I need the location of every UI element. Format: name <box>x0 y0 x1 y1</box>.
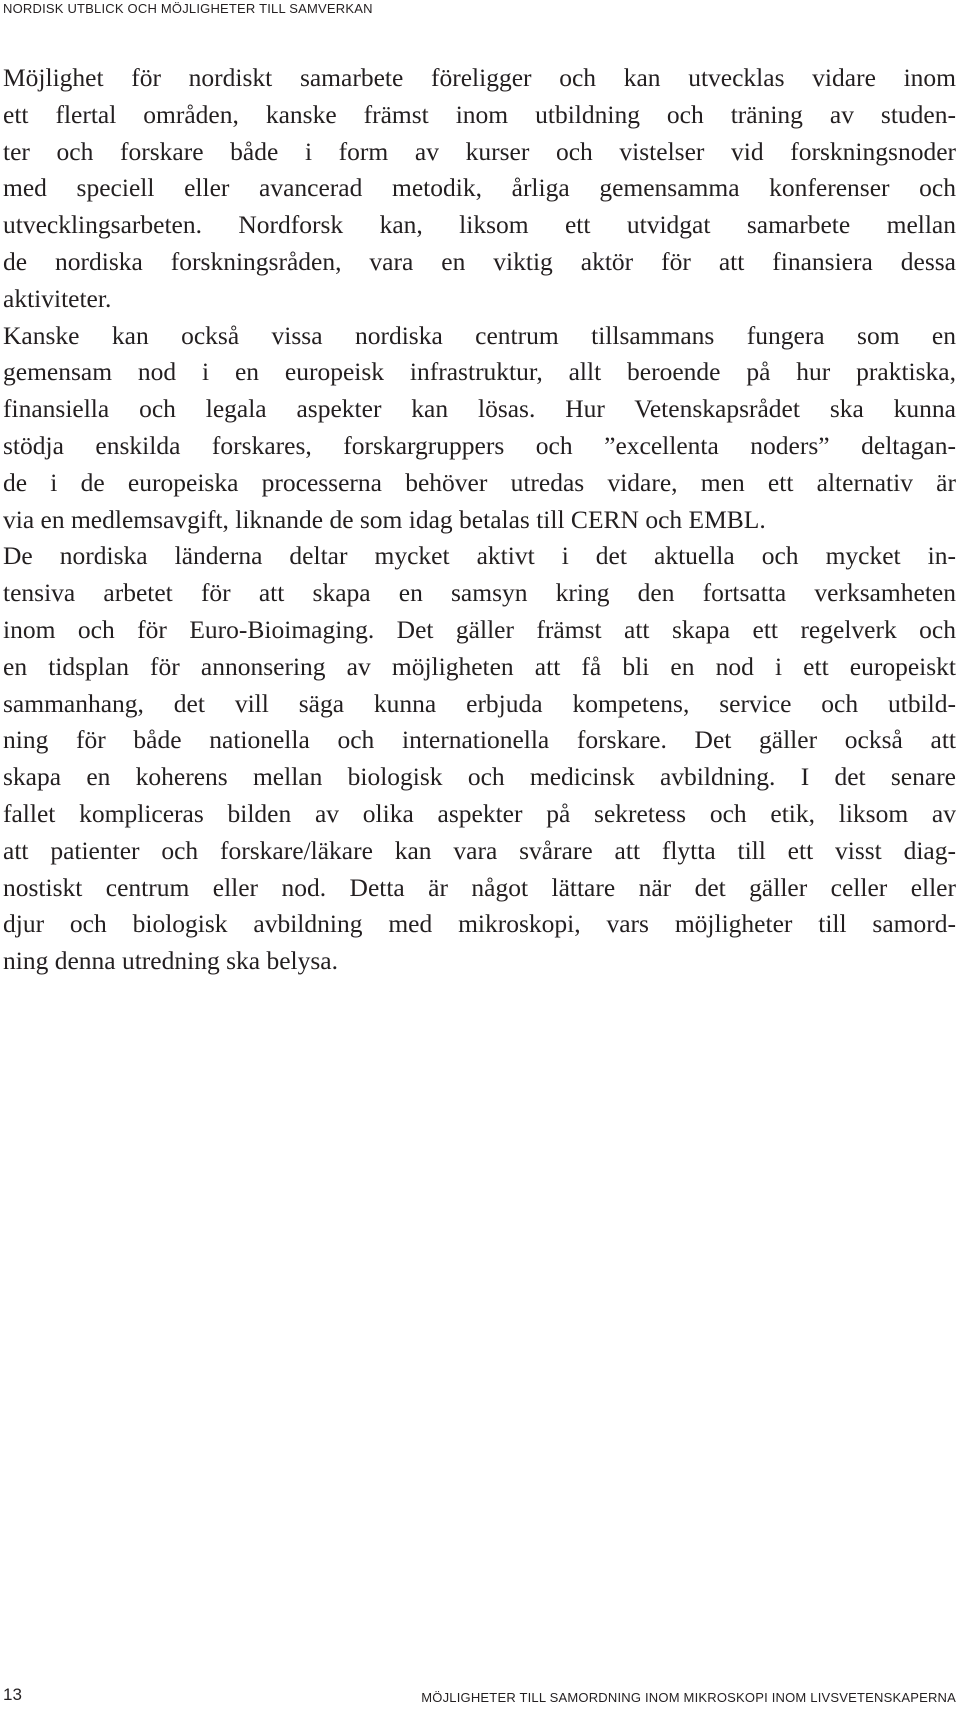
text-line: ning för både nationella och internationella forskare. Det gäller också att <box>3 725 956 755</box>
text-line: en tidsplan för annonsering av möjligheten att få bli en nod i ett europeiskt <box>3 651 956 681</box>
text-line: aktiviteter. <box>3 283 112 313</box>
running-footer: MÖJLIGHETER TILL SAMORDNING INOM MIKROSKOPI INOM LIVSVETENSKAPERNA <box>421 1690 956 1705</box>
text-line: med speciell eller avancerad metodik, årliga gemensamma konferenser och <box>3 173 956 203</box>
page-number: 13 <box>3 1685 22 1704</box>
text-line: tensiva arbetet för att skapa en samsyn kring den fortsatta verksamheten <box>3 578 956 608</box>
text-line: De nordiska länderna deltar mycket aktivt i det aktuella och mycket in- <box>3 541 956 571</box>
text-line: fallet kompliceras bilden av olika aspekter på sekretess och etik, liksom av <box>3 798 956 828</box>
text-line: inom och för Euro-Bioimaging. Det gäller främst att skapa ett regelverk och <box>3 614 956 644</box>
text-line: de i de europeiska processerna behöver utredas vidare, men ett alternativ är <box>3 467 956 497</box>
text-line: djur och biologisk avbildning med mikroskopi, vars möjligheter till samord- <box>3 909 956 939</box>
text-line: gemensam nod i en europeisk infrastruktur, allt beroende på hur praktiska, <box>3 357 956 387</box>
text-line: stödja enskilda forskares, forskargruppers och ”excellenta noders” deltagan- <box>3 430 956 460</box>
text-line: ter och forskare både i form av kurser och vistelser vid forskningsnoder <box>3 136 956 166</box>
text-line: nostiskt centrum eller nod. Detta är något lättare när det gäller celler eller <box>3 872 956 902</box>
text-line: sammanhang, det vill säga kunna erbjuda kompetens, service och utbild- <box>3 688 956 718</box>
text-line: utvecklingsarbeten. Nordforsk kan, liksom ett utvidgat samarbete mellan <box>3 210 956 240</box>
text-line: finansiella och legala aspekter kan lösas. Hur Vetenskapsrådet ska kunna <box>3 394 956 424</box>
text-line: Kanske kan också vissa nordiska centrum tillsammans fungera som en <box>3 320 956 350</box>
running-header: NORDISK UTBLICK OCH MÖJLIGHETER TILL SAMVERKAN <box>3 1 373 16</box>
text-line: via en medlemsavgift, liknande de som idag betalas till CERN och EMBL. <box>3 504 766 534</box>
text-line: de nordiska forskningsråden, vara en viktig aktör för att finansiera dessa <box>3 246 956 276</box>
text-line: ett flertal områden, kanske främst inom utbildning och träning av studen- <box>3 99 956 129</box>
body-text <box>3 60 956 980</box>
text-line: ning denna utredning ska belysa. <box>3 946 338 976</box>
text-line: skapa en koherens mellan biologisk och medicinsk avbildning. I det senare <box>3 762 956 792</box>
text-line: att patienter och forskare/läkare kan vara svårare att flytta till ett visst diag- <box>3 835 956 865</box>
text-line: Möjlighet för nordiskt samarbete föreligger och kan utvecklas vidare inom <box>3 63 956 92</box>
